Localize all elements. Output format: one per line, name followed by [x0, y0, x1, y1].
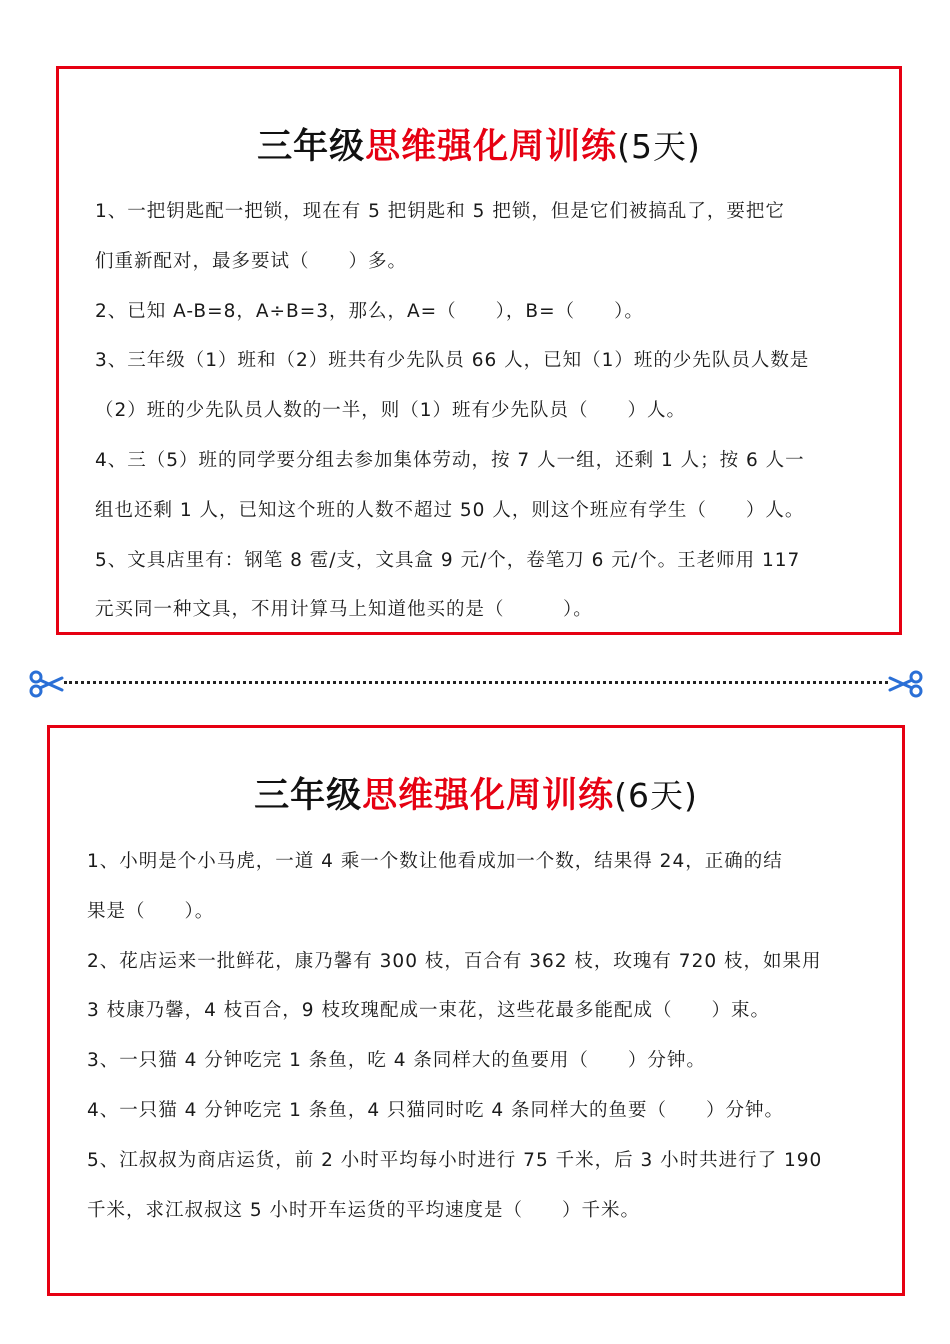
title-highlight: 思维强化周训练: [362, 776, 615, 816]
question-line: （2）班的少先队员人数的一半，则（1）班有少先队员（ ）人。: [95, 400, 687, 422]
title-highlight: 思维强化周训练: [365, 127, 618, 167]
question-line: 们重新配对，最多要试（ ）多。: [95, 250, 408, 272]
question-list: [95, 187, 885, 635]
card-title: [50, 768, 902, 818]
question-line: 元买同一种文具，不用计算马上知道他买的是（ ）。: [95, 599, 593, 621]
question-line: 果是（ ）。: [87, 900, 215, 922]
title-suffix: (5天): [617, 127, 701, 166]
card-title: [59, 119, 899, 169]
worksheet-card-day6: [47, 725, 905, 1296]
dotted-cut-line: [64, 681, 888, 684]
question-line: 1、小明是个小马虎，一道 4 乘一个数让他看成加一个数，结果得 24，正确的结: [87, 851, 783, 872]
scissors-icon: [28, 668, 64, 700]
question-line: 1、一把钥匙配一把锁，现在有 5 把钥匙和 5 把锁，但是它们被搞乱了，要把它: [95, 201, 785, 222]
question-line: 3、三年级（1）班和（2）班共有少先队员 66 人，已知（1）班的少先队员人数是: [95, 350, 810, 372]
question-line: 2、已知 A-B=8，A÷B=3，那么，A=（ ），B=（ ）。: [95, 300, 644, 322]
question-line: 4、三（5）班的同学要分组去参加集体劳动，按 7 人一组，还剩 1 人；按 6 人一: [95, 449, 805, 471]
question-line: 组也还剩 1 人，已知这个班的人数不超过 50 人，则这个班应有学生（ ）人。: [95, 499, 805, 521]
title-prefix: 三年级: [254, 776, 363, 816]
question-line: 3、一只猫 4 分钟吃完 1 条鱼，吃 4 条同样大的鱼要用（ ）分钟。: [87, 1050, 706, 1072]
question-list: [87, 837, 877, 1235]
cut-line: [28, 664, 924, 704]
question-line: 2、花店运来一批鲜花，康乃馨有 300 枝，百合有 362 枝，玫瑰有 720 枝，如果用: [87, 950, 822, 972]
question-line: 5、文具店里有：钢笔 8 雹/支，文具盒 9 元/个，卷笔刀 6 元/个。王老师用 117: [95, 549, 801, 571]
question-line: 3 枝康乃馨，4 枝百合，9 枝玫瑰配成一束花，这些花最多能配成（ ）束。: [87, 1000, 770, 1022]
scissors-icon: [888, 668, 924, 700]
worksheet-card-day5: [56, 66, 902, 635]
question-line: 4、一只猫 4 分钟吃完 1 条鱼，4 只猫同时吃 4 条同样大的鱼要（ ）分钟。: [87, 1099, 785, 1121]
question-line: 千米，求江叔叔这 5 小时开车运货的平均速度是（ ）千米。: [87, 1199, 641, 1221]
title-prefix: 三年级: [257, 127, 366, 167]
question-line: 5、江叔叔为商店运货，前 2 小时平均每小时进行 75 千米，后 3 小时共进行了 190: [87, 1149, 823, 1171]
title-suffix: (6天): [614, 776, 698, 815]
